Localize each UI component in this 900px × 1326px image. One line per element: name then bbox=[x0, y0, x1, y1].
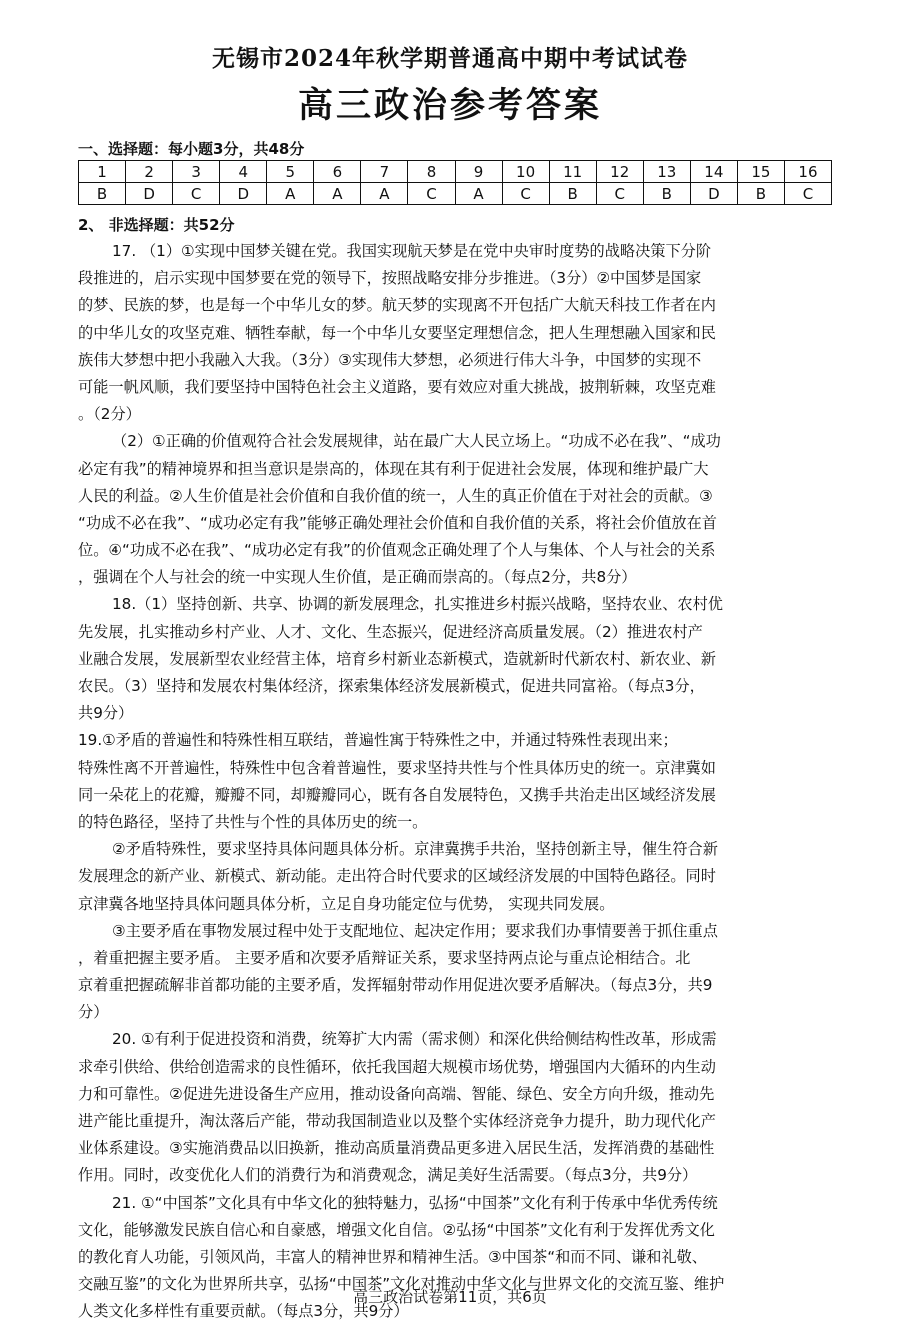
answer-line: 17. （1）①实现中国梦关键在党。我国实现航天梦是在党中央审时度势的战略决策下分阶 bbox=[112, 242, 712, 260]
answer-letter: C bbox=[784, 183, 831, 205]
question-number: 11 bbox=[549, 161, 596, 183]
answer-line: 业体系建设。③实施消费品以旧换新，推动高质量消费品更多进入居民生活，发挥消费的基础性 bbox=[78, 1139, 715, 1158]
answer-line: ，着重把握主要矛盾。 主要矛盾和次要矛盾辩证关系，要求坚持两点论与重点论相结合。北 bbox=[78, 948, 691, 967]
answer-line: 族伟大梦想中把小我融入大我。（3分）③实现伟大梦想，必须进行伟大斗争，中国梦的实现不 bbox=[78, 350, 702, 369]
answer-letter: B bbox=[737, 183, 784, 205]
question-number: 10 bbox=[502, 161, 549, 183]
answer-key-title: 高三政治参考答案 bbox=[297, 85, 602, 126]
answer-letter: C bbox=[408, 183, 455, 205]
section-multiple-choice-heading: 一、选择题：每小题3分，共48分 bbox=[78, 140, 305, 158]
answer-line: 文化，能够激发民族自信心和自豪感，增强文化自信。②弘扬“中国茶”文化有利于发挥优秀文化 bbox=[78, 1220, 715, 1239]
answer-letter: A bbox=[361, 183, 408, 205]
answer-table-numbers-row bbox=[79, 161, 832, 183]
question-number: 8 bbox=[408, 161, 455, 183]
question-number: 9 bbox=[455, 161, 502, 183]
answer-table bbox=[78, 160, 832, 205]
answer-letter: C bbox=[596, 183, 643, 205]
question-number: 4 bbox=[220, 161, 267, 183]
question-number: 2 bbox=[126, 161, 173, 183]
answer-line: 的教化育人功能，引领风尚，丰富人的精神世界和精神生活。③中国茶“和而不同、谦和礼敬、 bbox=[78, 1247, 707, 1266]
answer-body bbox=[78, 238, 832, 1326]
answer-line: 位。④“功成不必在我”、“成功必定有我”的价值观念正确处理了个人与集体、个人与社会的关系 bbox=[78, 541, 716, 560]
answer-line: 19.①矛盾的普遍性和特殊性相互联结，普遍性寓于特殊性之中，并通过特殊性表现出来； bbox=[78, 731, 678, 750]
answer-line: 的中华儿女的攻坚克难、牺牲奉献，每一个中华儿女要坚定理想信念，把人生理想融入国家和民 bbox=[78, 323, 716, 342]
question-number: 16 bbox=[784, 161, 831, 183]
answer-line: 先发展，扎实推动乡村产业、人才、文化、生态振兴，促进经济高质量发展。（2）推进农村产 bbox=[78, 622, 703, 641]
answer-letter: A bbox=[314, 183, 361, 205]
question-number: 13 bbox=[643, 161, 690, 183]
question-number: 1 bbox=[79, 161, 126, 183]
answer-line: 特殊性离不开普遍性，特殊性中包含着普遍性，要求坚持共性与个性具体历史的统一。京津冀如 bbox=[78, 758, 716, 777]
answer-line: 21. ①“中国茶”文化具有中华文化的独特魅力，弘扬“中国茶”文化有利于传承中华优秀传统 bbox=[112, 1193, 718, 1212]
answer-line: 人类文化多样性有重要贡献。（每点3分，共9分） bbox=[78, 1302, 409, 1321]
answer-line: 。（2分） bbox=[78, 405, 141, 424]
answer-line: ③主要矛盾在事物发展过程中处于支配地位、起决定作用；要求我们办事情要善于抓住重点 bbox=[112, 921, 718, 940]
answer-letter: C bbox=[173, 183, 220, 205]
answer-letter: D bbox=[126, 183, 173, 205]
answer-line: ②矛盾特殊性，要求坚持具体问题具体分析。京津冀携手共治，坚持创新主导，催生符合新 bbox=[112, 840, 718, 859]
answer-line: 京津冀各地坚持具体问题具体分析，立足自身功能定位与优势， 实现共同发展。 bbox=[78, 894, 615, 913]
answer-line: 力和可靠性。②促进先进设备生产应用，推动设备向高端、智能、绿色、安全方向升级，推动先 bbox=[78, 1084, 715, 1103]
answer-line: 共9分） bbox=[78, 704, 134, 723]
question-number: 7 bbox=[361, 161, 408, 183]
answer-line: （2）①正确的价值观符合社会发展规律，站在最广大人民立场上。“功成不必在我”、“成功 bbox=[112, 432, 721, 451]
answer-line: 分） bbox=[78, 1003, 109, 1022]
answer-letter: A bbox=[455, 183, 502, 205]
answer-line: 作用。同时，改变优化人们的消费行为和消费观念，满足美好生活需要。（每点3分，共9分） bbox=[78, 1166, 698, 1185]
answer-letter: C bbox=[502, 183, 549, 205]
answer-line: 20. ①有利于促进投资和消费，统筹扩大内需（需求侧）和深化供给侧结构性改革，形成需 bbox=[112, 1030, 717, 1049]
answer-letter: B bbox=[79, 183, 126, 205]
question-number: 14 bbox=[690, 161, 737, 183]
question-number: 6 bbox=[314, 161, 361, 183]
answer-line: 求牵引供给、供给创造需求的良性循环，依托我国超大规模市场优势，增强国内大循环的内生动 bbox=[78, 1057, 716, 1076]
answer-letter: D bbox=[220, 183, 267, 205]
answer-letter: D bbox=[690, 183, 737, 205]
answer-letter: B bbox=[643, 183, 690, 205]
answer-line: 同一朵花上的花瓣，瓣瓣不同，却瓣瓣同心，既有各自发展特色，又携手共治走出区域经济发展 bbox=[78, 785, 716, 804]
answer-line: 可能一帆风顺，我们要坚持中国特色社会主义道路，要有效应对重大挑战，披荆斩棘，攻坚克难 bbox=[78, 377, 716, 396]
answer-letter: B bbox=[549, 183, 596, 205]
answer-table-answers-row bbox=[79, 183, 832, 205]
answer-line: 人民的利益。②人生价值是社会价值和自我价值的统一，人生的真正价值在于对社会的贡献。③ bbox=[78, 486, 713, 505]
answer-line: 发展理念的新产业、新模式、新动能。走出符合时代要求的区域经济发展的中国特色路径。同时 bbox=[78, 867, 716, 886]
answer-line: 必定有我”的精神境界和担当意识是崇高的，体现在其有利于促进社会发展，体现和维护最广大 bbox=[78, 459, 709, 478]
answer-line: 京着重把握疏解非首都功能的主要矛盾，发挥辐射带动作用促进次要矛盾解决。（每点3分，共9 bbox=[78, 976, 713, 995]
question-number: 15 bbox=[737, 161, 784, 183]
answer-line: 农民。（3）坚持和发展农村集体经济，探索集体经济发展新模式，促进共同富裕。（每点3分， bbox=[78, 677, 705, 695]
question-number: 3 bbox=[173, 161, 220, 183]
exam-title: 无锡市2024年秋学期普通高中期中考试试卷 bbox=[211, 45, 688, 72]
answer-line: 的梦、民族的梦，也是每一个中华儿女的梦。航天梦的实现离不开包括广大航天科技工作者在内 bbox=[78, 296, 716, 315]
answer-line: “功成不必在我”、“成功必定有我”能够正确处理社会价值和自我价值的关系，将社会价值放在首 bbox=[78, 513, 717, 532]
question-number: 5 bbox=[267, 161, 314, 183]
answer-line: 段推进的，启示实现中国梦要在党的领导下，按照战略安排分步推进。（3分）②中国梦是国家 bbox=[78, 269, 702, 288]
answer-line: 进产能比重提升，淘汰落后产能，带动我国制造业以及整个实体经济竞争力提升，助力现代化产 bbox=[78, 1112, 716, 1130]
answer-line: ，强调在个人与社会的统一中实现人生价值，是正确而崇高的。（每点2分，共8分） bbox=[78, 568, 637, 587]
answer-line: 交融互鉴”的文化为世界所共享，弘扬“中国茶”文化对推动中华文化与世界文化的交流互鉴、维护 bbox=[78, 1275, 725, 1294]
page-footer: 高三政治试卷第11页，共6页 bbox=[353, 1288, 547, 1306]
section-non-choice-heading: 2、 非选择题：共52分 bbox=[78, 216, 235, 234]
answer-line: 18.（1）坚持创新、共享、协调的新发展理念，扎实推进乡村振兴战略，坚持农业、农村优 bbox=[112, 595, 723, 614]
answer-line: 业融合发展，发展新型农业经营主体，培育乡村新业态新模式，造就新时代新农村、新农业、新 bbox=[78, 649, 716, 668]
answer-letter: A bbox=[267, 183, 314, 205]
answer-line: 的特色路径，坚持了共性与个性的具体历史的统一。 bbox=[78, 812, 428, 831]
question-number: 12 bbox=[596, 161, 643, 183]
